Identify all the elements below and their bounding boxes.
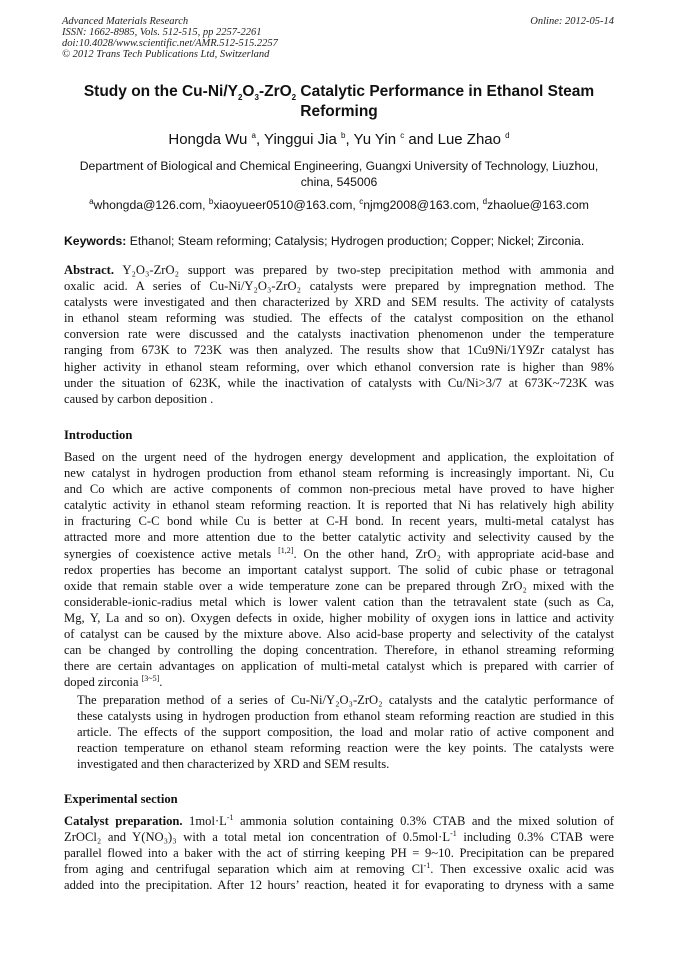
introduction-paragraph-2: The preparation method of a series of Cu-Ni/Y₂O₃-ZrO₂ catalysts and the catalytic performance of these catalysts using in hydrogen production from ethanol steam reforming reaction are studied in this article. The effects of the support composition, the load and molar ratio of active component and reaction temperature on ethanol steam reforming reaction were the key points. The catalysts were investigated and then characterized by XRD and SEM results. [77,693,614,772]
citation: [1,2] [278,545,294,555]
keywords: Keywords: Ethanol; Steam reforming; Catalysis; Hydrogen production; Copper; Nickel; Zirconia. [64,234,585,248]
copyright-line: © 2012 Trans Tech Publications Ltd, Switzerland [62,49,270,60]
abstract-label: Abstract. [64,263,115,277]
abstract: Abstract. Y₂O₃-ZrO₂ support was prepared by two-step precipitation method with ammonia and oxalic acid. A series of Cu-Ni/Y₂O₃-ZrO₂ catalysts were prepared by impregnation method. The catalysts were investigated and then characterized by XRD and SEM results. The activity of catalysts in ethanol steam reforming was studied. The effects of the catalyst composition on the ethanol conversion rate were discussed and the catalysts inactivation phenomenon under the temperature ranging from 673K to 723K was then analyzed. The results show that 1Cu9Ni/1Y9Zr catalyst has higher activity in ethanol steam reforming, over which ethanol conversion rate is higher than 98% under the situation of 623K, while the inactivation of catalysts with Cu/Ni>3/7 at 673K~723K was caused by carbon deposition . [64,263,614,406]
subsection-label: Catalyst preparation. [64,814,183,828]
citation: [3~5] [141,674,160,684]
online-date: Online: 2012-05-14 [530,16,614,27]
section-heading-experimental: Experimental section [64,792,178,806]
keywords-label: Keywords: [64,234,127,248]
author-emails: $^a$whongda@126.com, $^b$xiaoyueer0510@163.com, $^c$njmg2008@163.com, $^d$zhaolue@163.com [89,196,589,212]
issn-line: ISSN: 1662-8985, Vols. 512-515, pp 2257-2261 [62,27,262,38]
journal-name: Advanced Materials Research [62,16,189,27]
affiliation: Department of Biological and Chemical Engineering, Guangxi University of Technology, Liuzhou, china, 545006 [79,159,599,189]
section-heading-introduction: Introduction [64,428,133,442]
journal-header [62,16,278,60]
author-list: Hongda Wu $^a$, Yinggui Jia $^b$, Yu Yin $^c$ and Lue Zhao $^d$ [168,131,510,148]
paper-title: Study on the $Cu-Ni/Y_2O_3-ZrO_2$ Catalytic Performance in Ethanol Steam Reforming [83,83,595,120]
doi-line: doi:10.4028/www.scientific.net/AMR.512-515.2257 [62,38,278,49]
introduction-paragraph-1: Based on the urgent need of the hydrogen energy development and application, the exploitation of new catalyst in hydrogen production from ethanol steam reforming is increasingly important. Ni, Cu and Co which are active components of common non-precious metal have proved to have higher catalytic activity in ethanol steam reforming reaction. It is reported that Ni has relatively high ability in fracturing C-C bond while Cu is better at C-H bond. In recent years, multi-metal catalyst has attracted more and more attention due to the better catalytic activity and selectivity caused by the synergies of coexistence active metals [1,2]. On the other hand, ZrO₂ with appropriate acid-base and redox properties has become an important catalyst support. The solid of cubic phase or tetragonal oxide that remain stable over a wide temperature zone can be prepared through ZrO₂ mixed with the considerable-ionic-radius metal which is lower valent cation than the tetravalent state (such as Ca, Mg, Y, La and so on). Oxygen defects in oxide, higher mobility of oxygen ions in lattice and activity of catalyst can be caused by the mixture above. Also acid-base property and selectivity of the catalyst can be changed by controlling the doping concentration. Therefore, in ethanol streaming reforming there are certain advantages on application of multi-metal catalyst which is prepared with carrier of doped zirconia [3~5]. [64,450,614,690]
experimental-paragraph: Catalyst preparation. $1mol\cdot L^{-1}$ ammonia solution containing 0.3% CTAB and the mixed solution of ZrOCl₂ and Y(NO₃)₃ with a total metal ion concentration of $0.5mol\cdot L^{-1}$ including 0.3% CTAB were parallel flowed into a baker with the act of stirring keeping PH = 9~10. Precipitation can be prepared from aging and centrifugal separation which aim at removing $Cl^{-1}$. Then excessive oxalic acid was added into the precipitation. After 12 hours’ reaction, heated it for evaporating to dryness with a same [64,812,615,893]
